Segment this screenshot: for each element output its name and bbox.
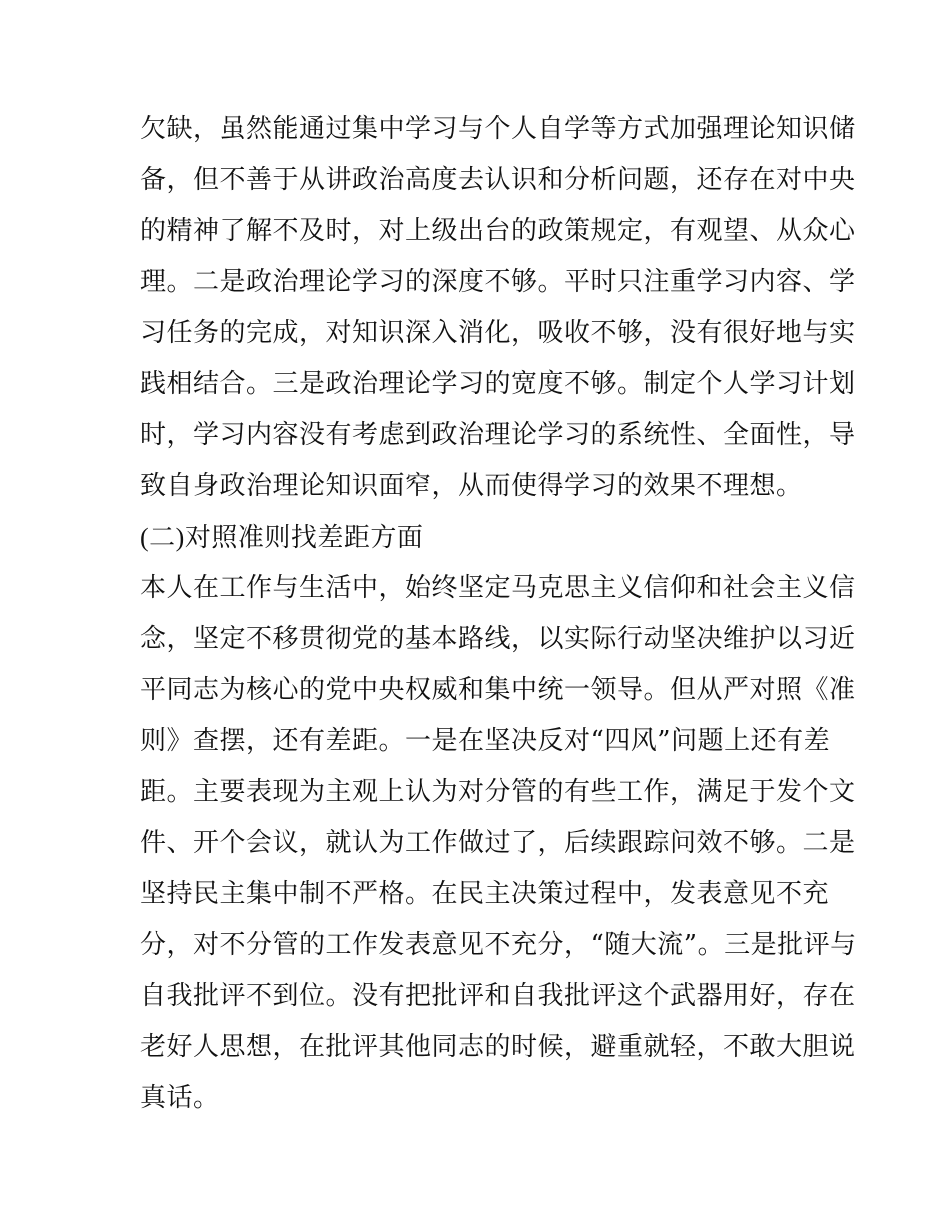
paragraph-line: 念，坚定不移贯彻党的基本路线，以实际行动坚决维护以习近 xyxy=(140,624,856,654)
paragraph-line: 备，但不善于从讲政治高度去认识和分析问题，还存在对中央 xyxy=(140,165,856,195)
paragraph-line: 践相结合。三是政治理论学习的宽度不够。制定个人学习计划 xyxy=(140,369,856,399)
paragraph-line: 自我批评不到位。没有把批评和自我批评这个武器用好，存在 xyxy=(140,981,856,1011)
paragraph-line: 致自身政治理论知识面窄，从而使得学习的效果不理想。 xyxy=(140,471,803,501)
paragraph-line: 习任务的完成，对知识深入消化，吸收不够，没有很好地与实 xyxy=(140,318,856,348)
paragraph-line: 欠缺，虽然能通过集中学习与个人自学等方式加强理论知识储 xyxy=(140,114,856,144)
document-body xyxy=(140,104,857,1124)
paragraph-line: 本人在工作与生活中，始终坚定马克思主义信仰和社会主义信 xyxy=(140,573,856,603)
paragraph-line: 则》查摆，还有差距。一是在坚决反对“四风”问题上还有差 xyxy=(140,726,831,756)
paragraph-line: 理。二是政治理论学习的深度不够。平时只注重学习内容、学 xyxy=(140,267,856,297)
paragraph-line: 件、开个会议，就认为工作做过了，后续跟踪问效不够。二是 xyxy=(140,828,856,858)
paragraph-line: 时，学习内容没有考虑到政治理论学习的系统性、全面性，导 xyxy=(140,420,856,450)
paragraph-line: 坚持民主集中制不严格。在民主决策过程中，发表意见不充 xyxy=(140,879,830,909)
paragraph-line: 分，对不分管的工作发表意见不充分，“随大流”。三是批评与 xyxy=(140,930,857,960)
paragraph-line: 距。主要表现为主观上认为对分管的有些工作，满足于发个文 xyxy=(140,777,856,807)
paragraph-line: 的精神了解不及时，对上级出台的政策规定，有观望、从众心 xyxy=(140,216,856,246)
paragraph-line: 真话。 xyxy=(140,1083,220,1113)
section-heading: (二)对照准则找差距方面 xyxy=(140,523,424,552)
paragraph-line: 老好人思想，在批评其他同志的时候，避重就轻，不敢大胆说 xyxy=(140,1032,856,1062)
paragraph-line: 平同志为核心的党中央权威和集中统一领导。但从严对照《准 xyxy=(140,675,856,705)
